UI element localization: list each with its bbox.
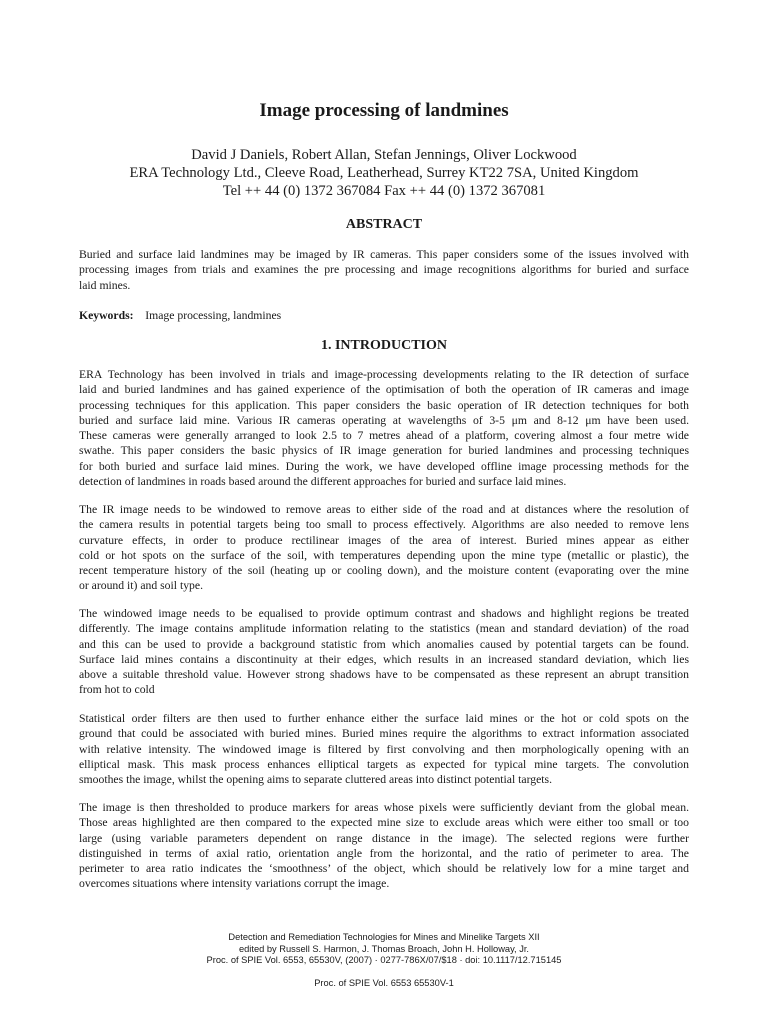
paragraph-line: processing techniques for this application. This paper considers the basic operation of IR detection techniques for both bbox=[79, 398, 689, 412]
paragraph-line: recent temperature history of the soil (heating up or cooling down), and the moisture content (evaporating over the mine bbox=[79, 564, 689, 578]
paragraph-line: overcomes situations where intensity variations corrupt the image. bbox=[79, 877, 390, 891]
paragraph-line: detection of landmines in roads based around the different approaches for buried and surface laid mines. bbox=[79, 475, 567, 489]
paragraph-line: curvature effects, in order to produce rectilinear images of the area of interest. Buried mines appear as either bbox=[79, 533, 689, 547]
paragraph-line: differently. The image contains amplitude information relating to the statistics (mean and standard deviation) of the road bbox=[79, 622, 689, 636]
paragraph-line: the camera results in potential targets being too small to process effectively. Algorithms are also needed to remove lens bbox=[79, 518, 689, 532]
abstract-line: processing images from trials and examines the pre processing and image recognitions algorithms for buried and surface bbox=[79, 263, 689, 277]
paragraph-line: or around it) and soil type. bbox=[79, 579, 203, 593]
keywords-label: Keywords: bbox=[79, 309, 134, 322]
paragraph-line: and this can be used to provide a background statistic from which anomalies caused by potential targets can be found. bbox=[79, 637, 689, 651]
footer-line: Proc. of SPIE Vol. 6553, 65530V, (2007) · 0277-786X/07/$18 · doi: 10.1117/12.715145 bbox=[206, 955, 562, 965]
publication-footer bbox=[0, 932, 768, 967]
author-block bbox=[0, 146, 768, 200]
paragraph-line: The IR image needs to be windowed to remove areas to either side of the road and at distances where the resolution of bbox=[79, 503, 689, 516]
paragraph-line: with relative intensity. The windowed image is filtered by first convolving and then morphologically opening with an bbox=[79, 742, 689, 756]
intro-paragraph-3 bbox=[79, 606, 689, 698]
keywords-value: Image processing, landmines bbox=[145, 309, 282, 322]
paragraph-line: The image is then thresholded to produce markers for areas whose pixels were sufficiently deviant from the global mean. bbox=[79, 801, 689, 814]
paragraph-line: ground that could be associated with buried mines. Buried mines require the algorithms to extract information associated bbox=[79, 727, 689, 741]
footer-line: edited by Russell S. Harmon, J. Thomas Broach, John H. Holloway, Jr. bbox=[238, 943, 530, 954]
paper-title: Image processing of landmines bbox=[259, 100, 509, 121]
abstract-line: laid mines. bbox=[79, 278, 131, 292]
paragraph-line: These cameras were generally arranged to look 2.5 to 7 metres ahead of a platform, covering almost a four metre wide bbox=[79, 429, 689, 443]
page-number-label: Proc. of SPIE Vol. 6553 65530V-1 bbox=[314, 978, 454, 988]
intro-paragraph-5 bbox=[79, 800, 689, 892]
paragraph-line: cold or hot spots on the surface of the soil, with temperatures depending upon the mine type (metallic or plastic), the bbox=[79, 548, 689, 562]
paragraph-line: for both buried and surface laid mines. During the work, we have developed offline image processing methods for the bbox=[79, 459, 689, 473]
intro-paragraph-2 bbox=[79, 502, 689, 594]
intro-paragraph-4 bbox=[79, 711, 689, 787]
paragraph-line: above a suitable threshold value. However strong shadows have to be compensated as these represent an abrupt transition bbox=[79, 668, 689, 682]
paragraph-line: elliptical mask. This mask process enhances elliptical targets as expected for typical mine targets. The convolution bbox=[79, 757, 689, 771]
paragraph-line: laid and buried landmines and has gained experience of the optimisation of both the operation of IR cameras and image bbox=[79, 383, 689, 397]
paragraph-line: Statistical order filters are then used to further enhance either the surface laid mines or the hot or cold spots on the bbox=[79, 712, 689, 725]
paragraph-line: buried and surface laid mine. Various IR cameras operating at wavelengths of 3-5 μm and 8-12 μm have been used. bbox=[79, 413, 689, 427]
paragraph-line: ERA Technology has been involved in trials and image-processing developments relating to the IR detection of surface bbox=[79, 368, 689, 381]
paragraph-line: Those areas highlighted are then compared to the expected mine size to exclude areas which were either too small or too bbox=[79, 816, 689, 830]
abstract-line: Buried and surface laid landmines may be imaged by IR cameras. This paper considers some of the issues involved with bbox=[79, 248, 689, 261]
paragraph-line: perimeter to area ratio indicates the ‘smoothness’ of the object, which should be relatively low for a mine target and bbox=[79, 862, 689, 876]
intro-paragraph-1 bbox=[79, 367, 689, 489]
introduction-heading: 1. INTRODUCTION bbox=[320, 338, 447, 353]
abstract-heading: ABSTRACT bbox=[345, 217, 423, 232]
footer-line: Detection and Remediation Technologies for Mines and Minelike Targets XII bbox=[228, 932, 540, 942]
keywords-line bbox=[79, 308, 281, 323]
paragraph-line: large (using variable parameters dependent on range distance in the image). The selected regions were further bbox=[79, 831, 689, 845]
paragraph-line: from hot to cold bbox=[79, 683, 155, 697]
author-affiliation: ERA Technology Ltd., Cleeve Road, Leatherhead, Surrey KT22 7SA, United Kingdom bbox=[129, 165, 639, 181]
paragraph-line: smoothes the image, whilst the opening aims to separate cluttered areas into distinct potential targets. bbox=[79, 773, 553, 787]
paragraph-line: swathe. This paper considers the basic physics of IR image generation for buried landmines and processing techniques bbox=[79, 444, 689, 458]
author-names: David J Daniels, Robert Allan, Stefan Jennings, Oliver Lockwood bbox=[191, 147, 577, 163]
paragraph-line: distinguished in terms of axial ratio, orientation angle from the horizontal, and the ratio of perimeter to area. The bbox=[79, 846, 689, 860]
paragraph-line: Surface laid mines contains a discontinuity at their edges, which results in an increased standard deviation, which lies bbox=[79, 652, 689, 666]
abstract-body bbox=[79, 247, 689, 293]
author-contact: Tel ++ 44 (0) 1372 367084 Fax ++ 44 (0) 1372 367081 bbox=[222, 183, 546, 199]
paragraph-line: The windowed image needs to be equalised to provide optimum contrast and shadows and highlight regions be treated bbox=[79, 607, 689, 620]
